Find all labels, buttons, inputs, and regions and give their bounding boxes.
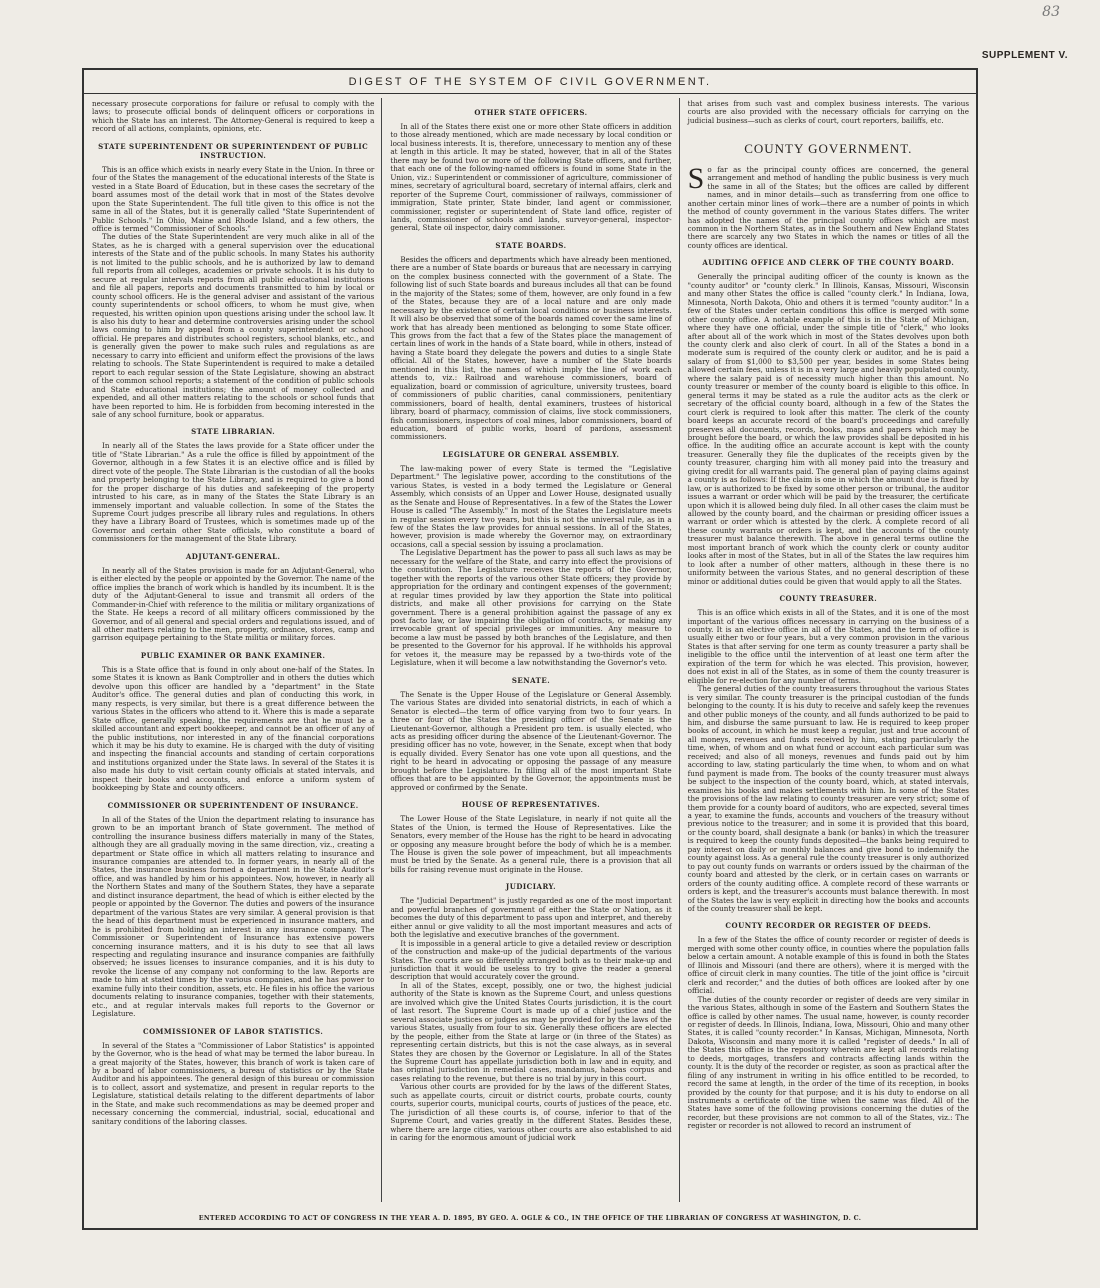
section-heading: COUNTY RECORDER OR REGISTER OF DEEDS. xyxy=(725,921,932,931)
paragraph: The Lower House of the State Legislature, in nearly if not quite all the States of the Union, is termed the House of Representatives. Like the Senators, every member of the House has the right to be heard in advocating or opposing any measure brought before the body of which he is a member. The House is given the sole power of impeachment, but all impeachments must be tried by the Senate. As a general rule, there is a provision that all bills for raising revenue must originate in the House. xyxy=(390,814,672,874)
section-heading: STATE LIBRARIAN. xyxy=(191,427,276,437)
section-heading: STATE SUPERINTENDENT OR SUPERINTENDENT OF PUBLIC INSTRUCTION. xyxy=(98,141,369,160)
paragraph: This is an office which exists in all of the States, and it is one of the most important of the various offices necessary in carrying on the business of a county. It is an elective office in all of the States, and the term of office is usually either two or four years, but a very common provision in the various States is that after serving for one term as county treasurer a party shall be ineligible to the office until the intervention of at least one term after the expiration of the term for which he was elected. This provision, however, does not exist in all of the States, as in some of them the county treasurer is eligible for re-election for any number of terms. xyxy=(687,608,969,685)
paragraph: The duties of the State Superintendent are very much alike in all of the States, as he is charged with a general supervision over the educational interests of the State and of the public schools. In many States his authority is not limited to the public schools, and he is authorized by law to demand full reports from all colleges, academies or private schools. It is his duty to secure at regular intervals reports from all public educational institutions and file all papers, reports and documents transmitted to him by local or county school officers. He is the general adviser and assistant of the various county superintendents or school officers, to whom he must give, when requested, his written opinion upon questions arising under the school law. It is also his duty to hear and determine controversies arising under the school laws coming to him by appeal from a county superintendent or school official. He prepares and distributes school registers, school blanks, etc., and is generally given the power to make such rules and regulations as are necessary to carry into efficient and uniform effect the provisions of the laws relating to schools. The State Superintendent is required to make a detailed report to each regular session of the State Legislature, showing an abstract of the common school reports; a statement of the condition of public schools and State educational institutions; the amount of money collected and expended, and all other matters relating to the schools or school funds that have been reported to him. He is forbidden from becoming interested in the sale of any school furniture, book or apparatus. xyxy=(92,232,375,419)
section-heading: COMMISSIONER OF LABOR STATISTICS. xyxy=(143,1026,324,1036)
paragraph: The law-making power of every State is termed the "Legislative Department." The legislative power, according to the constitutions of the various States, is vested in a body termed the Legislature or General Assembly, which consists of an Upper and Lower House, designated usually as the Senate and House of Representatives. In a few of the States the Lower House is called "The Assembly." In most of the States the Legislature meets in regular session every two years, but this is not the universal rule, as in a few of the States the law provides for annual sessions. In all of the States, however, provision is made whereby the Governor may, on extraordinary occasions, call a special session by issuing a proclamation. xyxy=(390,463,672,549)
paragraph: Besides the officers and departments which have already been mentioned, there are a number of State boards or bureaus that are necessary in carrying on the complex business connected with the government of a State. The following list of such State boards and bureaus includes all that can be found in the majority of the States; some of them, however, are only found in a few of the States, because they are of a local nature and are only made necessary by the existence of certain local conditions or business interests. It will also be observed that some of the boards named cover the same line of work that has already been mentioned as belonging to some State officer. This grows from the fact that a few of the States place the management of certain lines of work in the hands of a State board, while in others, instead of having a State board they delegate the powers and duties to a single State official. All of the States, however, have a number of the State boards mentioned in this list, the names of which imply the line of work each attends to, viz.: Railroad and warehouse commissioners, board of equalization, board or commission of agriculture, university trustees, board of commissioners of public charities, canal commissioners, penitentiary commissioners, board of health, dental examiners, trustees of historical library, board of pharmacy, commission of claims, live stock commissioners, fish commissioners, inspectors of coal mines, labor commissioners, board of education, board of public works, board of pardons, assessment commissioners. xyxy=(390,254,672,442)
paragraph: This is a State office that is found in only about one-half of the States. In some States it is known as Bank Comptroller and in others the duties which devolve upon this officer are handled by a "department" in the State Auditor's office. The general duties and plan of conducting this work, in many respects, is very similar, but there is a great difference between the various States in the officers who attend to it. Where this is made a separate State office, generally speaking, the requirements are that he must be a skilled accountant and expert bookkeeper, and cannot be an officer of any of the public institutions, nor interested in any of the financial corporations which it may be his duty to examine. He is charged with the duty of visiting and inspecting the financial accounts and standing of certain corporations and institutions organized under the State laws. In several of the States it is also made his duty to visit certain county officials at stated intervals, and inspect their books and accounts, and enforce a uniform system of bookkeeping by State and county officers. xyxy=(92,664,375,793)
paragraph xyxy=(687,161,969,251)
paragraph: In all of the States there exist one or more other State officers in addition to those already mentioned, which are made necessary by local condition or local business interests. It is, therefore, unnecessary to mention any of these at length in this article. It may be stated, however, that in all of the States there may be found two or more of the following State officers, and further, that each one of the following-named officers is found in some State in the Union, viz.: Superintendent or commissioner of agriculture, commissioner of mines, secretary of agricultural board, secretary of internal affairs, clerk and reporter of the Supreme Court, commissioner of railways, commissioner of immigration, State printer, State binder, land agent or commissioner, commissioner, register or superintendent of State land office, register of lands, commissioner of schools and lands, surveyor-general, inspector-general, State oil inspector, dairy commissioner. xyxy=(390,122,672,233)
paragraph: The Senate is the Upper House of the Legislature or General Assembly. The various States are divided into senatorial districts, in each of which a Senator is elected—the term of office varying from two to four years. In three or four of the States the presiding officer of the Senate is the Lieutenant-Governor, although a President pro tem. is usually elected, who acts as presiding officer during the absence of the Lieutenant-Governor. The presiding officer has no vote, however, in the Senate, except when that body is equally divided. Every Senator has one vote upon all questions, and the right to be heard in advocating or opposing the passage of any measure brought before the Legislature. In filling all of the most important State offices that are to be appointed by the Governor, the appointments must be approved or confirmed by the Senate. xyxy=(390,689,672,792)
section-heading: PUBLIC EXAMINER OR BANK EXAMINER. xyxy=(140,650,326,660)
paragraph: In several of the States a "Commissioner of Labor Statistics" is appointed by the Governor, who is the head of what may be termed the labor bureau. In a great majority of the States, however, this branch of work is taken care of by a board of labor commissioners, a bureau of statistics or by the State Auditor and his appointees. The general design of this bureau or commission is to collect, assort and systematize, and present in regular reports to the Legislature, statistical details relating to the different departments of labor in the State, and make such recommendations as may be deemed proper and necessary concerning the commercial, industrial, social, educational and sanitary conditions of the laboring classes. xyxy=(92,1040,375,1126)
section-title: COUNTY GOVERNMENT. xyxy=(744,141,913,157)
section-heading: ADJUTANT-GENERAL. xyxy=(185,551,281,561)
drop-cap: S xyxy=(687,161,705,195)
section-heading: AUDITING OFFICE AND CLERK OF THE COUNTY BOARD. xyxy=(702,258,955,268)
section-heading: SENATE. xyxy=(511,675,551,685)
paragraph: In nearly all of the States the laws provide for a State officer under the title of "State Librarian." As a rule the office is filled by appointment of the Governor, although in a few States it is an elective office and is filled by direct vote of the people. The State Librarian is the custodian of all the books and property belonging to the State Library, and is required to give a bond for the proper discharge of his duties and safekeeping of the property intrusted to his care, as in many of the States the State Library is an immensely important and valuable collection. In some of the States the Supreme Court judges prescribe all library rules and regulations. In others they have a Library Board of Trustees, which is sometimes made up of the Governor and certain other State officials, who constitute a board of commissioners for the management of the State Library. xyxy=(92,441,375,544)
paragraph: Various other courts are provided for by the laws of the different States, such as appellate courts, circuit or district courts, probate courts, county courts, superior courts, municipal courts, courts of justices of the peace, etc. The jurisdiction of all these courts is, of course, inferior to that of the Supreme Court, and varies greatly in the different States. Besides these, where there are large cities, various other courts are also established to aid in caring for the enormous amount of judicial work xyxy=(390,1082,672,1143)
section-heading: HOUSE OF REPRESENTATIVES. xyxy=(461,800,601,810)
paragraph: It is impossible in a general article to give a detailed review or description of the construction and make-up of the judicial departments of the various States. The courts are so differently arranged both as to their make-up and jurisdiction that it would be useless to try to give the reader a general description that would accurately cover the ground. xyxy=(390,938,672,982)
paragraph: The general duties of the county treasurers throughout the various States is very similar. The county treasurer is the principal custodian of the funds belonging to the county. It is his duty to receive and safely keep the revenues and other public moneys of the county, and all funds authorized to be paid to him, and disburse the same pursuant to law. He is required to keep proper books of account, in which he must keep a regular, just and true account of all moneys, revenues and funds received by him, stating particularly the time, when, of whom and on what fund or account each particular sum was received; and also of all moneys, revenues and funds paid out by him according to law, stating particularly the time when, to whom and on what fund payment is made from. The books of the county treasurer must always be subject to the inspection of the county board, which, at stated intervals, examines his books and makes settlements with him. In some of the States the provisions of the law relating to county treasurer are very strict; some of them provide for a county board of auditors, who are expected, several times a year, to examine the funds, accounts and vouchers of the treasury without previous notice to the treasurer; and in some it is provided that this board, or the county board, shall designate a bank (or banks) in which the treasurer is required to keep the county funds deposited—the banks being required to pay interest on daily or monthly balances and give bond to indemnify the county against loss. As a general rule the county treasurer is only authorized to pay out county funds on warrants or orders issued by the chairman of the county board and attested by the clerk, or in certain cases on warrants or orders of the county auditing office. A complete record of these warrants or orders is kept, and the treasurer's accounts must balance therewith. In most of the States the law is very explicit in directing how the books and accounts of the county treasurer shall be kept. xyxy=(687,684,969,913)
copyright-footer: ENTERED ACCORDING TO ACT OF CONGRESS IN THE YEAR A. D. 1895, BY GEO. A. OGLE & CO., IN THE OFFICE OF THE LIBRARIAN OF CONGRESS AT WASHINGTON, D. C. xyxy=(198,1215,862,1222)
text-columns xyxy=(84,98,976,1202)
column-2 xyxy=(381,98,678,1202)
paragraph: necessary prosecute corporations for failure or refusal to comply with the laws; to prosecute official bonds of delinquent officers or corporations in which the State has an interest. The Attorney-General is required to keep a record of all actions, complaints, opinions, etc. xyxy=(92,99,375,134)
paragraph: In a few of the States the office of county recorder or register of deeds is merged with some other county office, in counties where the population falls below a certain amount. A notable example of this is found in both the States of Illinois and Missouri (and there are others), where it is merged with the office of circuit clerk in many counties. The title of the joint office is "circuit clerk and recorder," and the duties of both offices are looked after by one official. xyxy=(687,935,969,996)
paragraph: The "Judicial Department" is justly regarded as one of the most important and powerful branches of government of either the State or Nation, as it becomes the duty of this department to pass upon and interpret, and thereby either annul or give validity to all the most important measures and acts of both the legislative and executive branches of the government. xyxy=(390,896,672,940)
section-heading: COUNTY TREASURER. xyxy=(779,594,878,604)
paragraph: In nearly all of the States provision is made for an Adjutant-General, who is either elected by the people or appointed by the Governor. The name of the office implies the branch of work which is handled by its incumbent. It is the duty of the Adjutant-General to issue and transmit all orders of the Commander-in-Chief with reference to the militia or military organizations of the State. He keeps a record of all military officers commissioned by the Governor, and of all general and special orders and regulations issued, and of all other matters relating to the men, property, ordnance, stores, camp and garrison equipage pertaining to the State militia or military forces. xyxy=(92,565,375,643)
page-title: DIGEST OF THE SYSTEM OF CIVIL GOVERNMENT. xyxy=(84,76,976,94)
section-heading: COMMISSIONER OR SUPERINTENDENT OF INSURANCE. xyxy=(107,800,359,810)
paragraph: In all of the States of the Union the department relating to insurance has grown to be an important branch of State government. The method of controlling the insurance business differs materially in many of the States, although they are all gradually moving in the same direction, viz., creating a department or State office in which all matters relating to insurance and insurance companies are attended to. In former years, in nearly all of the States, the insurance business formed a department in the State Auditor's office, and was handled by him or his appointees. Now, however, in nearly all the Northern States and many of the Southern States, they have a separate and distinct insurance department, the head of which is either elected by the people or appointed by the Governor. The duties and powers of the insurance department of the various States are very similar. A general provision is that the head of this department must be experienced in insurance matters, and he is prohibited from holding an interest in any insurance company. The Commissioner or Superintendent of Insurance has extensive powers concerning insurance matters, and it is his duty to see that all laws respecting and regulating insurance and insurance companies are faithfully observed; he issues licenses to insurance companies, and it is his duty to revoke the license of any company not conforming to the law. Reports are made to him at stated times by the various companies, and he has power to examine fully into their condition, assets, etc. He files in his office the various documents relating to insurance companies, together with their statements, etc., and at regular intervals makes full reports to the Governor or Legislature. xyxy=(92,814,375,1019)
paragraph-text: o far as the principal county offices are concerned, the general arrangement and method of handling the public business is very much the same in all of the States; but the offices are called by different names, and in minor details—such as transferring from one office to another certain minor lines of work—there are a number of points in which the method of county government in the various States differs. The writer has adopted the names of the principal county offices which are most common in the Northern States, as in the Southern and New England States there are scarcely any two States in which the names or titles of all the county offices are identical. xyxy=(687,164,969,250)
column-1 xyxy=(84,98,381,1202)
paragraph: The Legislative Department has the power to pass all such laws as may be necessary for the welfare of the State, and carry into effect the provisions of the constitution. The Legislature receives the reports of the Governor, together with the reports of the various other State officers; they provide by appropriation for the ordinary and contingent expenses of the government; at regular times provided by law they apportion the State into political districts, and make all other provisions for carrying on the State government. There is a general prohibition against the passage of any ex post facto law, or law impairing the obligation of contracts, or making any irrevocable grant of special privileges or immunities. Any measure to become a law must be passed by both branches of the Legislature, and then be presented to the Governor for his approval. If he withholds his approval for vetoes it, the measure may be repassed by a two-thirds vote of the Legislature, when it will become a law notwithstanding the Governor's veto. xyxy=(390,548,672,668)
section-heading: STATE BOARDS. xyxy=(495,240,567,250)
paragraph: The duties of the county recorder or register of deeds are very similar in the various States, although in some of the Eastern and Southern States the office is called by other names. The usual name, however, is county recorder or register of deeds. In Illinois, Indiana, Iowa, Missouri, Ohio and many other States, it is called "county recorder." In Kansas, Michigan, Minnesota, North Dakota, Wisconsin and many more it is called "register of deeds." In all of the States this office is the repository wherein are kept all records relating to deeds, mortgages, transfers and contracts affecting lands within the county. It is the duty of the recorder or register, as soon as practical after the filing of any instrument in writing in his office entitled to be recorded, to record the same at length, in the order of the time of its reception, in books provided by the county for that purpose; and it is his duty to endorse on all instruments a certificate of the time when the same was filed. All of the States have some of the following provisions concerning the duties of the recorder, but these provisions are not common to all of the States, viz.: The register or recorder is not allowed to record an instrument of xyxy=(687,994,969,1131)
page-number: 83 xyxy=(1042,4,1060,20)
paragraph: In all of the States, except, possibly, one or two, the highest judicial authority of the State is known as the Supreme Court, and unless questions are involved which give the United States Courts jurisdiction, it is the court of last resort. The Supreme Court is made up of a chief justice and the several associate justices or judges as may be provided for by the laws of the various States, usually from four to six. Generally these officers are elected by the people, either from the State at large or (in three of the States) as representing certain districts, but this is not the case always, as in several States they are chosen by the Governor or Legislature. In all of the States the Supreme Court has appellate jurisdiction both in law and in equity, and has original jurisdiction in remedial cases, mandamus, habeas corpus and cases relating to the revenue, but there is no trial by jury in this court. xyxy=(390,980,672,1083)
section-heading: JUDICIARY. xyxy=(505,882,557,892)
paragraph: Generally the principal auditing officer of the county is known as the "county auditor" or "county clerk." In Illinois, Kansas, Missouri, Wisconsin and many other States the office is called "county clerk." In Indiana, Iowa, Minnesota, North Dakota, Ohio and others it is termed "county auditor." In a few of the States under certain conditions this office is merged with some other county office. A notable example of this is in the State of Michigan, where they have one official, under the simple title of "clerk," who looks after about all of the work which in most of the States devolves upon both the county clerk and also clerk of court. In all of the States a bond in a moderate sum is required of the county clerk or auditor, and he is paid a salary of from $1,000 to $3,500 per year, besides in some States being allowed certain fees, unless it is in a very large and heavily populated county, where the salary paid is of necessity much higher than this amount. No county treasurer or member of the county board is eligible to this office. In general terms it may be stated as a rule the auditor acts as the clerk or secretary of the official county board, although in a few of the States the court clerk is required to look after this matter. The clerk of the county board keeps an accurate record of the board's proceedings and carefully preserves all documents, records, books, maps and papers which may be brought before the board, or which the law provides shall be deposited in his office. In the auditing office an accurate account is kept with the county treasurer. Generally they file the duplicates of the receipts given by the county treasurer, charging him with all money paid into the treasury and giving credit for all warrants paid. The general plan of paying claims against a county is as follows: If the claim is one in which the amount due is fixed by law, or is authorized to be fixed by some other person or tribunal, the auditor issues a warrant or order which will be paid by the treasurer, the certificate upon which it is allowed being duly filed. In all other cases the claim must be allowed by the county board, and the chairman or presiding officer issues a warrant or order which is attested by the clerk. A complete record of all these county warrants or orders is kept, and the accounts of the county treasurer must balance therewith. The above in general terms outline the most important branch of work which the county clerk or county auditor looks after in most of the States, but in all of the States the law requires him to look after a number of other matters, although in these there is no uniformity between the various States, and no general description of these minor or additional duties could be given that would apply to all the States. xyxy=(687,272,969,586)
paragraph: This is an office which exists in nearly every State in the Union. In three or four of the States the management of the educational interests of the State is vested in a State Board of Education, but in these cases the secretary of the board assumes most of the detail work that in most of the States devolve upon the State Superintendent. The full title given to this office is not the same in all of the States, but it is generally called "State Superintendent of Public Schools." In Ohio, Maine and Rhode Island, and a few others, the office is termed "Commissioner of Schools." xyxy=(92,164,375,233)
section-heading: OTHER STATE OFFICERS. xyxy=(474,108,588,117)
document-frame xyxy=(82,68,978,1230)
paragraph: that arises from such vast and complex business interests. The various courts are also provided with the necessary officials for carrying on the judicial business—such as clerks of court, court reporters, bailiffs, etc. xyxy=(687,99,969,125)
section-heading: LEGISLATURE OR GENERAL ASSEMBLY. xyxy=(442,449,620,459)
column-3 xyxy=(679,98,976,1202)
supplement-label: SUPPLEMENT V. xyxy=(981,50,1068,61)
